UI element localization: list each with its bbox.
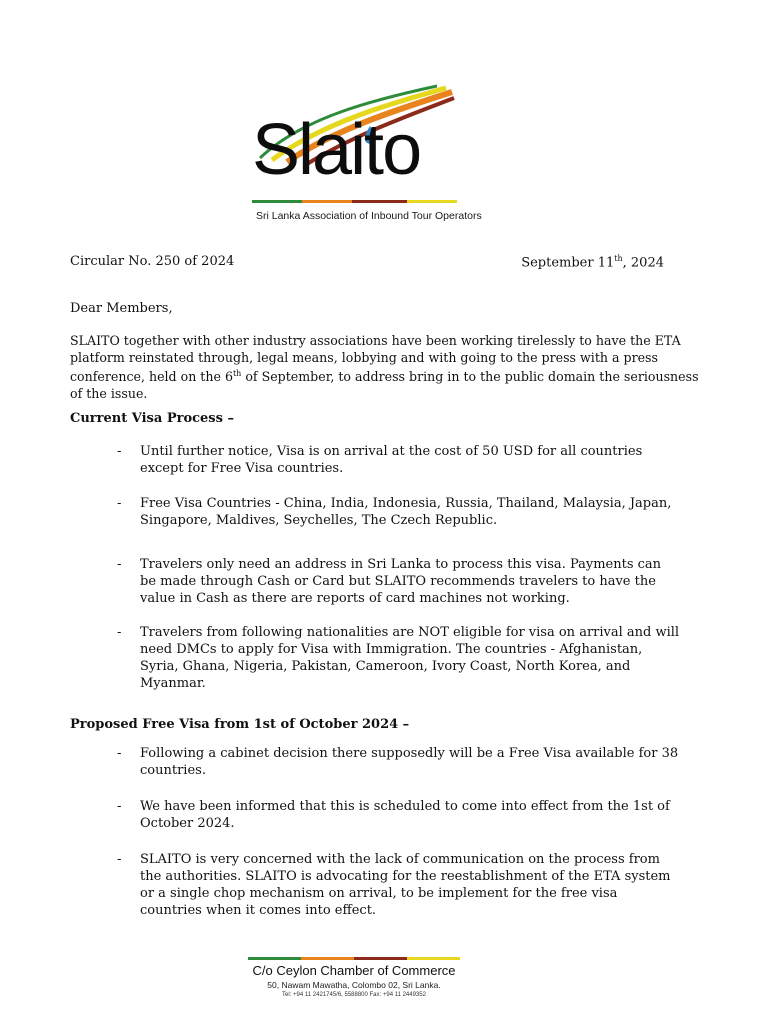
salutation: Dear Members, xyxy=(70,301,173,316)
logo-wordmark: Slaito xyxy=(252,110,421,190)
logo-tagline: Sri Lanka Association of Inbound Tour Operators xyxy=(256,210,482,222)
intro-paragraph: SLAITO together with other industry associations have been working tirelessly to have the ETA platform reinstated through, legal means, lobbying and with going to the press with a press conference, held on the 6th of September, to address bring in to the public domain the seriousness of the issue. xyxy=(70,333,699,401)
circular-date: September 11th, 2024 xyxy=(521,254,664,271)
section-heading-proposed-free-visa: Proposed Free Visa from 1st of October 2024 – xyxy=(70,717,410,732)
footer-address: 50, Nawam Mawatha, Colombo 02, Sri Lanka. xyxy=(267,980,441,990)
slaito-logo xyxy=(232,78,482,228)
footer-telephone: Tel: +94 11 2421745/6, 5588800 Fax: +94 11 2449352 xyxy=(282,992,426,998)
circular-header xyxy=(70,254,664,274)
footer-color-bars xyxy=(248,957,460,960)
circular-number: Circular No. 250 of 2024 xyxy=(70,254,235,269)
section-heading-current-visa: Current Visa Process – xyxy=(70,411,234,426)
footer-organization: C/o Ceylon Chamber of Commerce xyxy=(252,963,456,978)
